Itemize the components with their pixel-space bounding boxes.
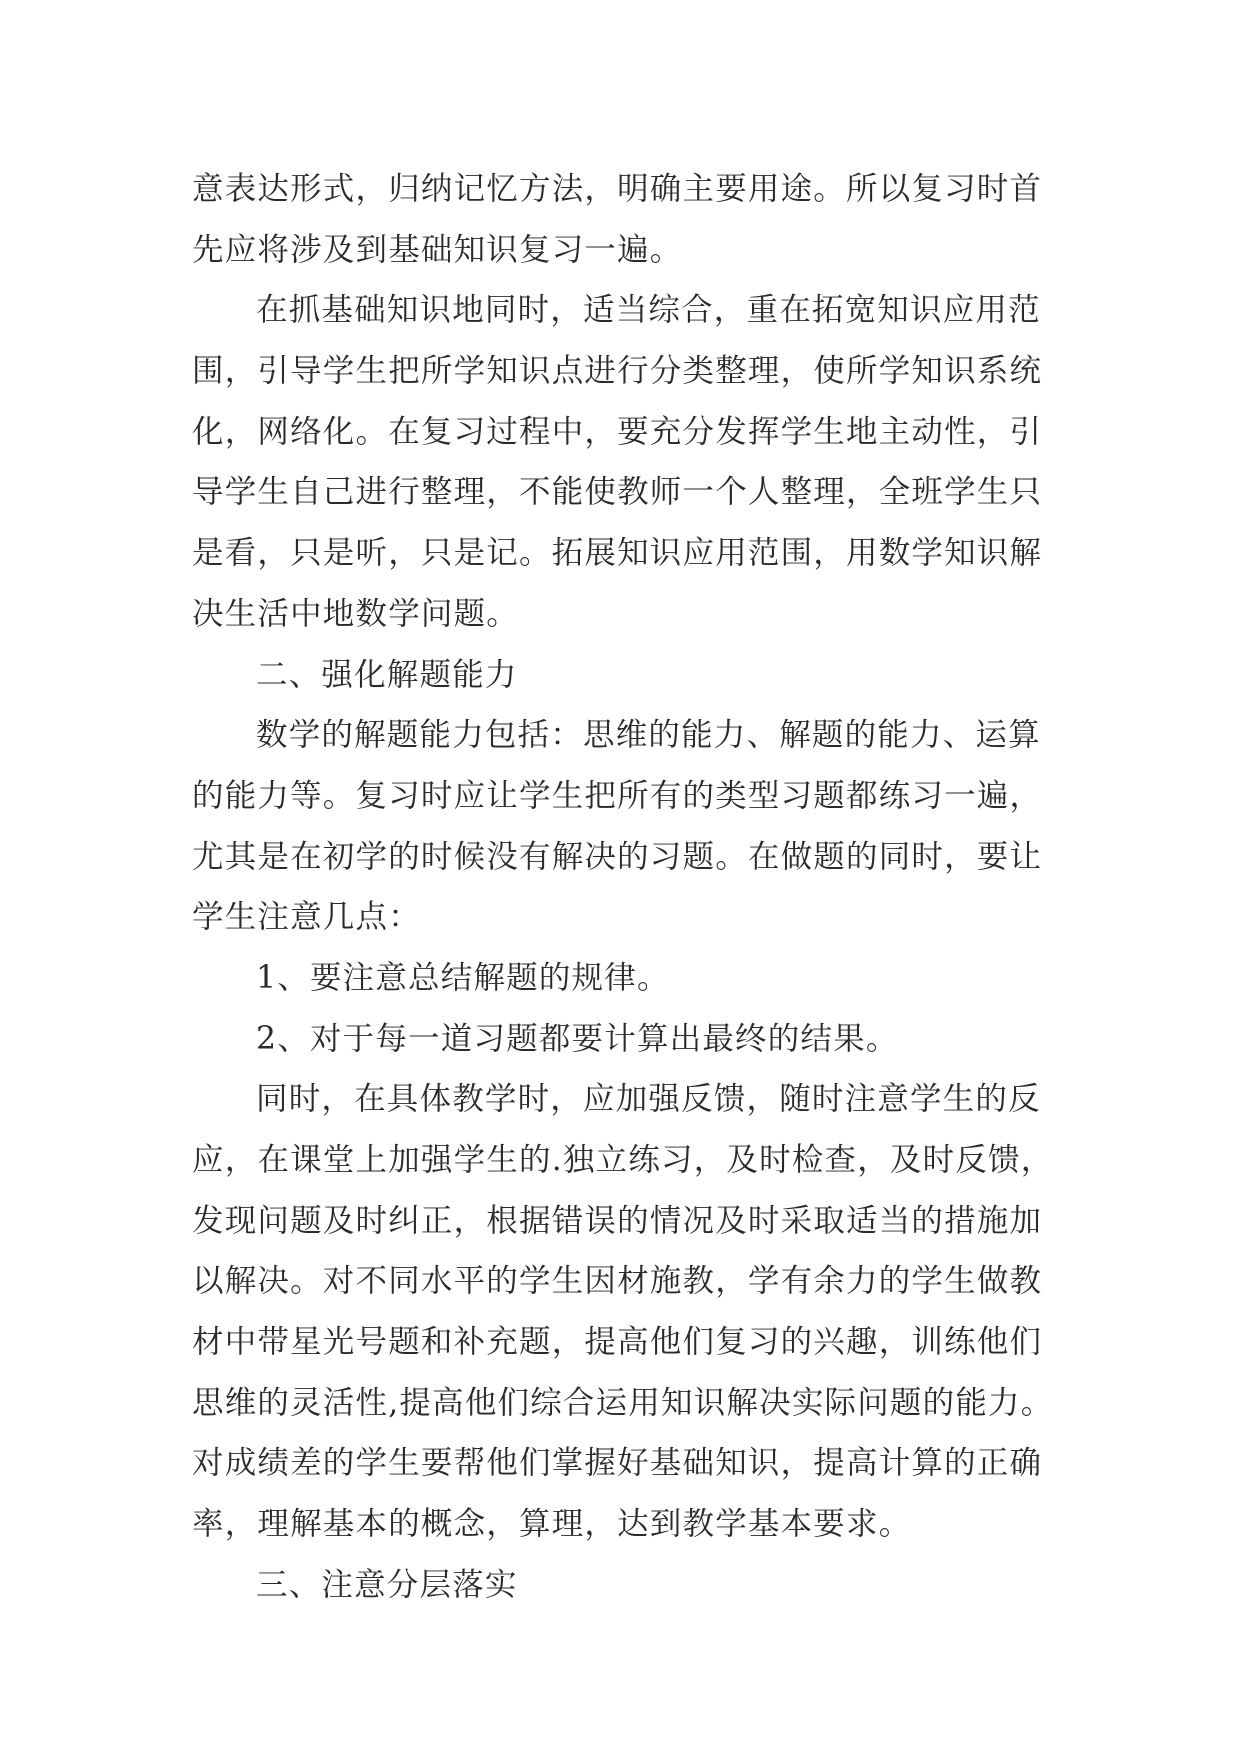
text-line: 数学的解题能力包括：思维的能力、解题的能力、运算 — [256, 717, 1041, 754]
text-line: 决生活中地数学问题。 — [192, 595, 520, 632]
text-line: 先应将涉及到基础知识复习一遍。 — [192, 231, 683, 268]
text-line: 二、强化解题能力 — [256, 656, 518, 693]
text-line: 学生注意几点： — [192, 899, 421, 936]
text-line: 对成绩差的学生要帮他们掌握好基础知识，提高计算的正确 — [192, 1445, 1043, 1482]
text-line: 意表达形式，归纳记忆方法，明确主要用途。所以复习时首 — [192, 171, 1043, 207]
text-line: 围，引导学生把所学知识点进行分类整理，使所学知识系统 — [192, 353, 1043, 390]
text-line: 思维的灵活性,提高他们综合运用知识解决实际问题的能力。 — [192, 1384, 1054, 1421]
text-line: 2、对于每一道习题都要计算出最终的结果。 — [256, 1020, 899, 1057]
text-line: 率，理解基本的概念，算理，达到教学基本要求。 — [192, 1506, 912, 1543]
text-line: 导学生自己进行整理，不能使教师一个人整理，全班学生只 — [192, 474, 1043, 511]
document-body — [192, 159, 1060, 1616]
text-line: 是看，只是听，只是记。拓展知识应用范围，用数学知识解 — [192, 535, 1043, 572]
text-line: 同时，在具体教学时，应加强反馈，随时注意学生的反 — [256, 1081, 1041, 1118]
text-line: 化，网络化。在复习过程中，要充分发挥学生地主动性，引 — [192, 413, 1043, 450]
text-line: 三、注意分层落实 — [256, 1566, 518, 1603]
text-line: 1、要注意总结解题的规律。 — [256, 959, 670, 996]
text-line: 以解决。对不同水平的学生因材施教，学有余力的学生做教 — [192, 1263, 1043, 1300]
text-line: 发现问题及时纠正，根据错误的情况及时采取适当的措施加 — [192, 1202, 1043, 1239]
text-line: 应，在课堂上加强学生的.独立练习，及时检查，及时反馈， — [192, 1142, 1054, 1178]
text-line: 材中带星光号题和补充题，提高他们复习的兴趣，训练他们 — [192, 1324, 1043, 1361]
text-line: 的能力等。复习时应让学生把所有的类型习题都练习一遍， — [192, 777, 1043, 814]
text-line: 在抓基础知识地同时，适当综合，重在拓宽知识应用范 — [256, 292, 1041, 329]
text-line: 尤其是在初学的时候没有解决的习题。在做题的同时，要让 — [192, 838, 1043, 875]
